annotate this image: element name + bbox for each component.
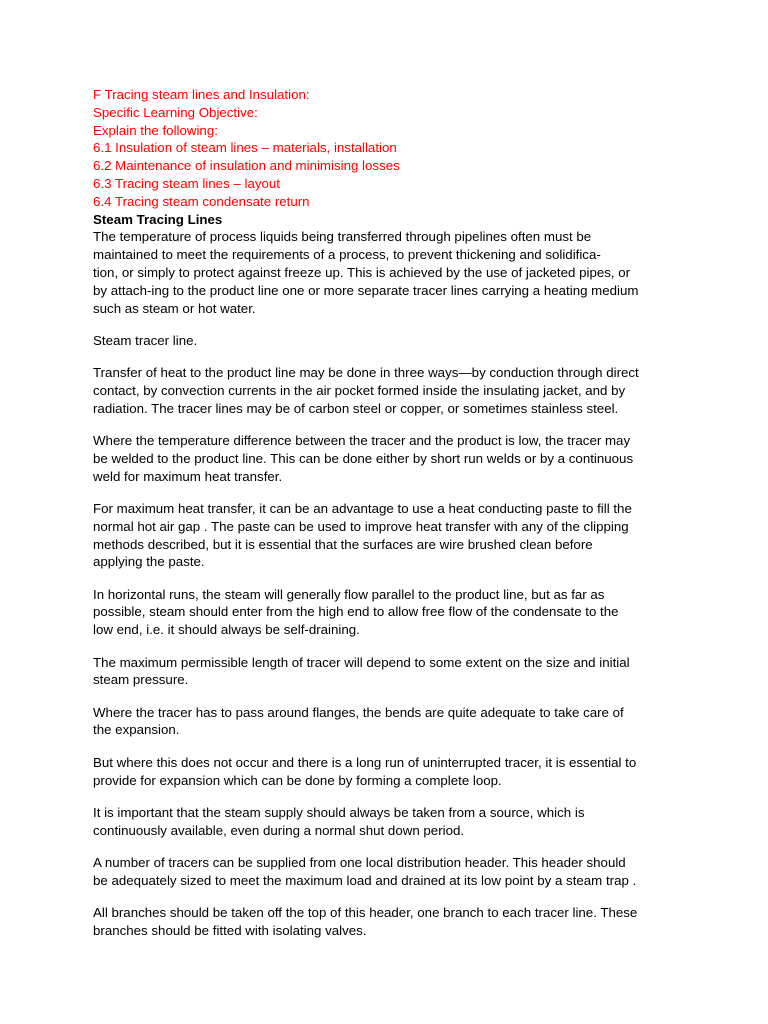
paragraph-line: normal hot air gap . The paste can be used to improve heat transfer with any of the clipping	[93, 518, 629, 534]
paragraph-line: Steam tracer line.	[93, 332, 198, 348]
paragraph	[93, 586, 683, 639]
objective-item: 6.2 Maintenance of insulation and minimising losses	[93, 158, 400, 174]
paragraph	[93, 432, 683, 485]
paragraph-line: Where the temperature difference between the tracer and the product is low, the tracer may	[93, 433, 631, 449]
paragraph-line: the expansion.	[93, 722, 180, 738]
paragraph-line: applying the paste.	[93, 554, 205, 570]
paragraph	[93, 804, 683, 840]
paragraph	[93, 704, 683, 740]
paragraph	[93, 904, 683, 940]
objective-item: 6.3 Tracing steam lines – layout	[93, 175, 280, 191]
objective-item: 6.1 Insulation of steam lines – materials, installation	[93, 140, 397, 156]
paragraph-line: provide for expansion which can be done by forming a complete loop.	[93, 772, 502, 788]
paragraph	[93, 228, 683, 317]
paragraph	[93, 364, 683, 417]
paragraph-line: branches should be fitted with isolating valves.	[93, 922, 367, 938]
paragraph	[93, 754, 683, 790]
paragraph	[93, 500, 683, 571]
paragraph-line: The temperature of process liquids being transferred through pipelines often must be	[93, 229, 592, 245]
paragraph-line: by attach-ing to the product line one or more separate tracer lines carrying a heating medium	[93, 282, 639, 298]
objective-item: 6.4 Tracing steam condensate return	[93, 193, 310, 209]
paragraph-line: The maximum permissible length of tracer will depend to some extent on the size and initial	[93, 654, 630, 670]
paragraph-line: such as steam or hot water.	[93, 300, 256, 316]
paragraph-line: It is important that the steam supply should always be taken from a source, which is	[93, 804, 585, 820]
paragraph-line: For maximum heat transfer, it can be an advantage to use a heat conducting paste to fill the	[93, 500, 632, 516]
objective-subtitle: Specific Learning Objective:	[93, 104, 258, 120]
paragraph-line: be adequately sized to meet the maximum load and drained at its low point by a steam trap .	[93, 872, 637, 888]
paragraph-line: steam pressure.	[93, 672, 189, 688]
paragraph-line: be welded to the product line. This can be done either by short run welds or by a continuous	[93, 450, 634, 466]
paragraph-line: methods described, but it is essential that the surfaces are wire brushed clean before	[93, 536, 593, 552]
paragraph-line: A number of tracers can be supplied from one local distribution header. This header should	[93, 854, 626, 870]
paragraph-line: contact, by convection currents in the air pocket formed inside the insulating jacket, and by	[93, 382, 626, 398]
paragraph	[93, 654, 683, 690]
paragraph-line: tion, or simply to protect against freeze up. This is achieved by the use of jacketed pipes, or	[93, 264, 631, 280]
paragraph	[93, 332, 683, 350]
paragraph-line: Transfer of heat to the product line may be done in three ways—by conduction through direct	[93, 365, 639, 381]
objective-title: F Tracing steam lines and Insulation:	[93, 87, 310, 102]
paragraph-line: Where the tracer has to pass around flanges, the bends are quite adequate to take care of	[93, 704, 624, 720]
paragraph-line: But where this does not occur and there is a long run of uninterrupted tracer, it is essential to	[93, 754, 637, 770]
paragraph-line: maintained to meet the requirements of a process, to prevent thickening and solidifica-	[93, 247, 601, 263]
paragraph-line: possible, steam should enter from the high end to allow free flow of the condensate to the	[93, 604, 619, 620]
paragraph-line: In horizontal runs, the steam will generally flow parallel to the product line, but as far as	[93, 586, 605, 602]
learning-objectives	[93, 86, 683, 211]
paragraph-line: radiation. The tracer lines may be of carbon steel or copper, or sometimes stainless steel.	[93, 400, 619, 416]
document-page	[93, 86, 683, 954]
paragraph-line: weld for maximum heat transfer.	[93, 468, 283, 484]
paragraph	[93, 854, 683, 890]
paragraph-line: low end, i.e. it should always be self-draining.	[93, 622, 360, 638]
objective-instruction: Explain the following:	[93, 122, 218, 138]
body-text	[93, 228, 683, 939]
section-heading: Steam Tracing Lines	[93, 211, 223, 227]
paragraph-line: All branches should be taken off the top of this header, one branch to each tracer line. These	[93, 904, 638, 920]
paragraph-line: continuously available, even during a normal shut down period.	[93, 822, 465, 838]
